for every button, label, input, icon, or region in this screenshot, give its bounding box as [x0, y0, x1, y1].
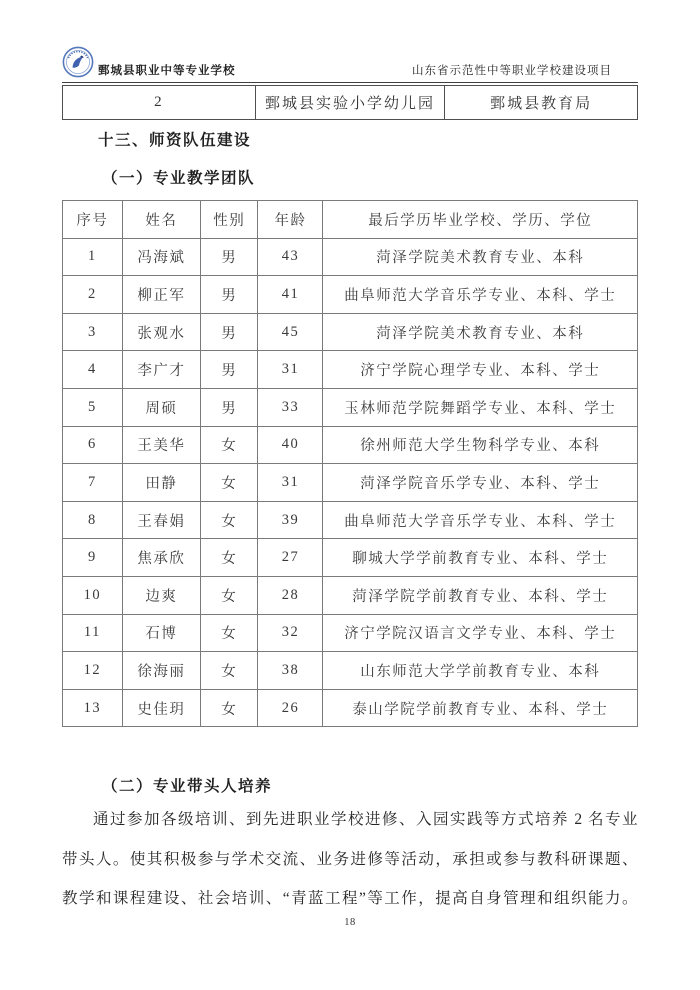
table-row [63, 501, 638, 539]
table-cell: 山东师范大学学前教育专业、本科 [323, 652, 638, 690]
table-row [63, 313, 638, 351]
table-row [63, 689, 638, 727]
table-cell: 王美华 [122, 426, 200, 464]
table-cell: 济宁学院汉语言文学专业、本科、学士 [323, 614, 638, 652]
table-cell: 9 [63, 539, 123, 577]
table-cell: 泰山学院学前教育专业、本科、学士 [323, 689, 638, 727]
table-cell: 女 [200, 652, 258, 690]
table-cell: 史佳玥 [122, 689, 200, 727]
table-cell: 13 [63, 689, 123, 727]
table-cell: 男 [200, 276, 258, 314]
table-header-row [63, 201, 638, 239]
table-cell: 女 [200, 614, 258, 652]
table-cell: 12 [63, 652, 123, 690]
table-cell: 4 [63, 351, 123, 389]
table-row [63, 652, 638, 690]
paragraph-line: 通过参加各级培训、到先进职业学校进修、入园实践等方式培养 2 名专业 [93, 811, 638, 828]
table-cell: 曲阜师范大学音乐学专业、本科、学士 [323, 501, 638, 539]
table-cell: 28 [258, 576, 323, 614]
table-row [63, 576, 638, 614]
table-cell: 女 [200, 464, 258, 502]
header-school-name: 鄄城县职业中等专业学校 [98, 65, 236, 77]
table-cell: 2 [63, 276, 123, 314]
paragraph-line: 教学和课程建设、社会培训、“青蓝工程”等工作，提高自身管理和组织能力。 [62, 890, 638, 907]
table-cell: 11 [63, 614, 123, 652]
table-cell: 玉林师范学院舞蹈学专业、本科、学士 [323, 388, 638, 426]
table-cell: 边爽 [122, 576, 200, 614]
table-cell: 27 [258, 539, 323, 577]
column-header: 性别 [200, 201, 258, 239]
table-cell: 石博 [122, 614, 200, 652]
team-table-body [63, 238, 638, 727]
page-header [62, 44, 638, 83]
table-cell: 柳正军 [122, 276, 200, 314]
table-cell: 女 [200, 426, 258, 464]
continuation-table [62, 85, 638, 120]
table-row [63, 238, 638, 276]
table-cell: 26 [258, 689, 323, 727]
table-cell: 冯海斌 [122, 238, 200, 276]
column-header: 最后学历毕业学校、学历、学位 [323, 201, 638, 239]
table-cell: 女 [200, 539, 258, 577]
team-table [62, 200, 638, 727]
table-cell: 3 [63, 313, 123, 351]
table-cell: 7 [63, 464, 123, 502]
table-cell: 32 [258, 614, 323, 652]
table-cell: 曲阜师范大学音乐学专业、本科、学士 [323, 276, 638, 314]
table-row [63, 426, 638, 464]
table-cell: 31 [258, 464, 323, 502]
table-cell: 张观水 [122, 313, 200, 351]
table-cell: 女 [200, 501, 258, 539]
table-cell: 徐海丽 [122, 652, 200, 690]
table-cell: 39 [258, 501, 323, 539]
table-cell: 1 [63, 238, 123, 276]
section-heading: 十三、师资队伍建设 [98, 132, 252, 149]
table-cell: 6 [63, 426, 123, 464]
page-number: 18 [344, 917, 356, 928]
table-cell: 31 [258, 351, 323, 389]
table-cell: 男 [200, 238, 258, 276]
paragraph-line: 带头人。使其积极参与学术交流、业务进修等活动，承担或参与教科研课题、 [62, 850, 638, 868]
table-cell: 2 [63, 86, 256, 120]
table-row [63, 614, 638, 652]
table-cell: 10 [63, 576, 123, 614]
table-cell: 男 [200, 388, 258, 426]
column-header: 姓名 [122, 201, 200, 239]
table-cell: 男 [200, 313, 258, 351]
subsection-heading-leaders: （二）专业带头人培养 [102, 778, 273, 795]
table-cell: 45 [258, 313, 323, 351]
column-header: 年龄 [258, 201, 323, 239]
body-paragraph [62, 800, 638, 919]
table-cell: 王春娟 [122, 501, 200, 539]
table-cell: 聊城大学学前教育专业、本科、学士 [323, 539, 638, 577]
header-left [62, 42, 236, 79]
table-cell: 徐州师范大学生物科学专业、本科 [323, 426, 638, 464]
table-cell: 5 [63, 388, 123, 426]
table-cell: 女 [200, 689, 258, 727]
table-cell: 8 [63, 501, 123, 539]
table-cell: 周硕 [122, 388, 200, 426]
column-header: 序号 [63, 201, 123, 239]
table-cell: 济宁学院心理学专业、本科、学士 [323, 351, 638, 389]
table-cell: 菏泽学院美术教育专业、本科 [323, 238, 638, 276]
table-cell: 鄄城县教育局 [445, 86, 638, 120]
table-cell: 38 [258, 652, 323, 690]
school-logo-icon [62, 42, 94, 79]
table-cell: 田静 [122, 464, 200, 502]
header-project-name: 山东省示范性中等职业学校建设项目 [412, 65, 612, 77]
table-row [63, 351, 638, 389]
table-cell: 33 [258, 388, 323, 426]
table-cell: 鄄城县实验小学幼儿园 [255, 86, 445, 120]
table-cell: 男 [200, 351, 258, 389]
table-row [63, 276, 638, 314]
table-cell: 菏泽学院美术教育专业、本科 [323, 313, 638, 351]
table-cell: 女 [200, 576, 258, 614]
table-row [63, 388, 638, 426]
table-cell: 43 [258, 238, 323, 276]
table-row [63, 464, 638, 502]
table-row [63, 539, 638, 577]
table-cell: 焦承欣 [122, 539, 200, 577]
table-cell: 菏泽学院学前教育专业、本科、学士 [323, 576, 638, 614]
table-cell: 40 [258, 426, 323, 464]
table-cell: 菏泽学院音乐学专业、本科、学士 [323, 464, 638, 502]
table-row [63, 86, 638, 120]
table-cell: 41 [258, 276, 323, 314]
subsection-heading-team: （一）专业教学团队 [102, 170, 256, 187]
table-cell: 李广才 [122, 351, 200, 389]
